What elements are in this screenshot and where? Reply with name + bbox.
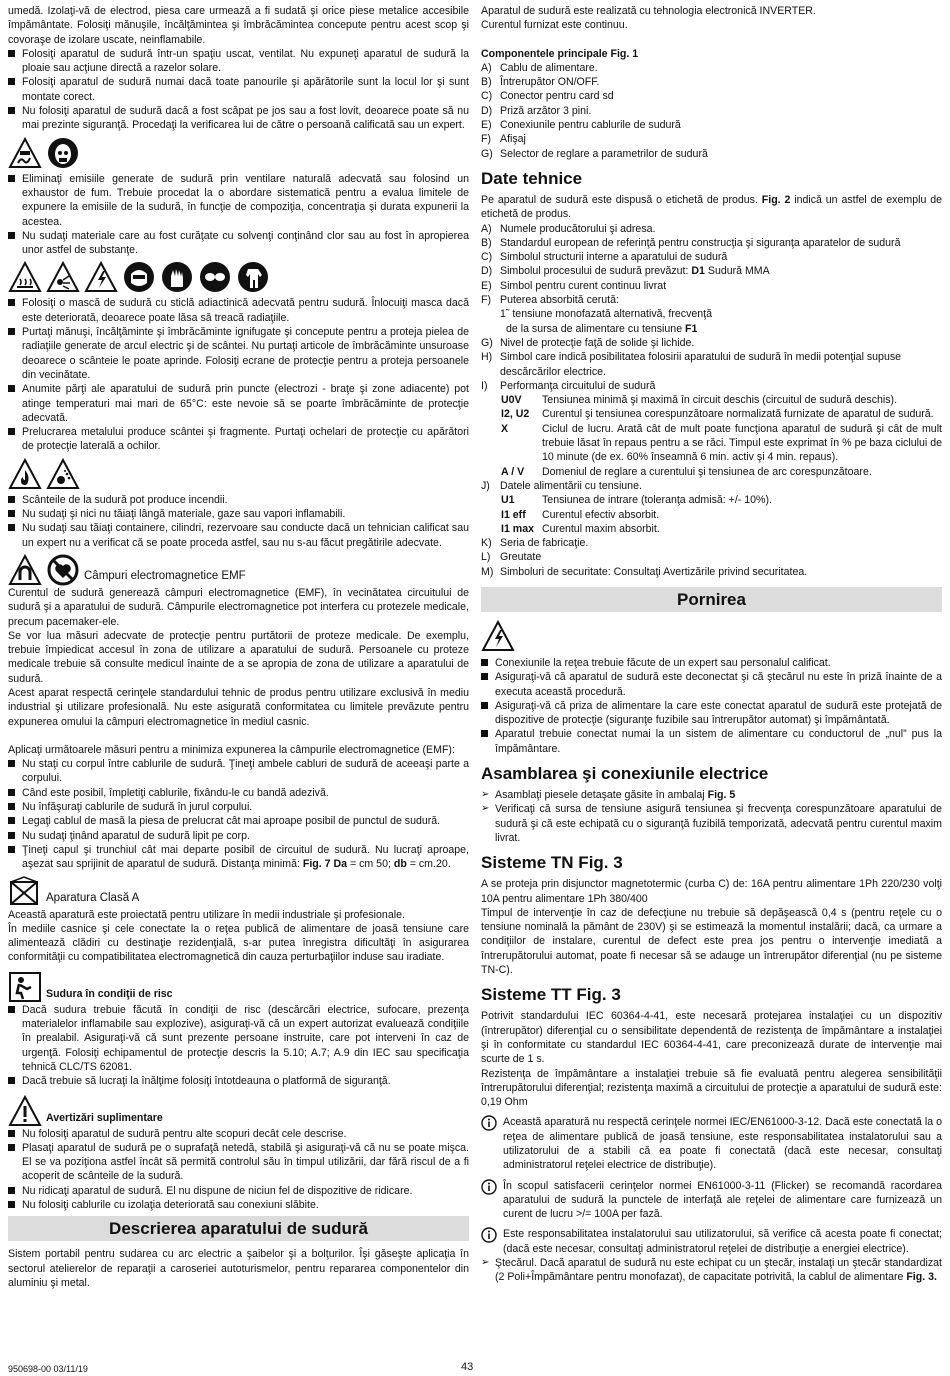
document-code: 950698-00 03/11/19 bbox=[8, 1364, 88, 1374]
components-title: Componentele principale Fig. 1 bbox=[481, 47, 639, 60]
list-item: Nu ridicaţi aparatul de sudură. El nu dispune de niciun fel de dispozitive de ridicare. bbox=[8, 1184, 469, 1198]
info-note: Această aparatură nu respectă cerinţele normei IEC/EN61000-3-12. Dacă este conectată la o reţea de alimentare publică de joasă tensiune, este responsabilitatea instalatorului sau a utilizatorului de a stabili că ea poate fi conectată (dacă este necesar, consultaţi administratorul reţelei electrice de distribuţie). bbox=[481, 1115, 942, 1172]
emf-title: Câmpuri electromagnetice EMF bbox=[84, 569, 246, 582]
list-item: Purtaţi mănuşi, încălţăminte şi îmbrăcăminte ignifugate şi concepute pentru a proteja pielea de radiaţiile generate de arcul electric şi de scântei. Nu purtaţi articole de îmbrăcăminte unsuroase deoarece o scânteie le poate aprinde. Folosiţi ecrane de protecţie pentru a proteja persoanele din vecinătate. bbox=[8, 325, 469, 382]
sub-item: I2, U2 Curentul şi tensiunea corespunzătoare normalizată furnizate de aparatul de sudură. bbox=[501, 408, 934, 421]
list-item: E) Simbol pentru curent continuu livrat bbox=[481, 279, 667, 292]
fire-warning-icon bbox=[8, 458, 42, 490]
list-item: L) Greutate bbox=[481, 551, 542, 564]
list-item: 1˜ tensiune monofazată alternativă, frecvenţă bbox=[500, 308, 712, 321]
fume-icons bbox=[8, 137, 469, 169]
explosion-warning-icon bbox=[46, 458, 80, 490]
list-item: ➢ Asamblaţi piesele detaşate găsite în ambalaj Fig. 5 bbox=[481, 788, 942, 802]
paragraph: Această aparatură este proiectată pentru utilizare în medii industriale şi profesionale. bbox=[8, 908, 405, 921]
list-item: Nu sudaţi ţinând aparatul de sudură lipit pe corp. bbox=[8, 829, 469, 843]
paragraph: Potrivit standardului IEC 60364-4-41, este necesară protejarea instalaţiei cu un dispozitiv (întrerupător) diferenţial cu o sensibilitate dependentă de rezistenţa de împământare a instalaţiei şi în conformitate cu standardul IEC 60364-4-41, care preconizează durate de intervenţie mai scurte de 1 s. bbox=[481, 1010, 942, 1066]
list-item: Asiguraţi-vă că priza de alimentare la care este conectat aparatul de sudură este protejată de dispozitive de protecţie (siguranţe fuzibile sau întrerupător automat) şi împământată. bbox=[481, 699, 942, 728]
list-item: ➢ Ştecărul. Dacă aparatul de sudură nu este echipat cu un ştecăr, instalaţi un ştecăr standardizat (2 Poli+Împământare pentru monofazat), de capacitate potrivită, la cablul de alimentare Fig. 3. bbox=[481, 1256, 942, 1285]
info-note: Este responsabilitatea instalatorului sau utilizatorului, să verifice că acesta poate fi conectat; (dacă este necesar, consultaţi administratorul reţelei de distribuţie a energiei electrice). bbox=[481, 1227, 942, 1256]
paragraph: Aplicaţi următoarele măsuri pentru a minimiza expunerea la câmpurile electromagnetice (EMF): bbox=[8, 743, 455, 756]
paragraph: Acest aparat respectă cerinţele standardului tehnic de produs pentru utilizare exclusivă în mediu industrial şi utilizare profesională. Nu este asigurată conformitatea cu limitele prevăzute pentru expunerea omului la câmpuri electromagnetice în mediul casnic. bbox=[8, 686, 469, 728]
continued-paragraph: umedă. Izolaţi-vă de electrod, piesa care urmează a fi sudată şi orice piese metalice accesibile împământate. Folosiţi mănuşile, încălţămintea şi îmbrăcămintea concepute pentru acest scop şi covoraşe de izolare uscate, neinflamabile. bbox=[8, 5, 469, 46]
list-item: F) Puterea absorbită cerută: bbox=[481, 294, 619, 307]
list-item: Dacă sudura trebuie făcută în condiţii de risc (descărcări electrice, sufocare, prezenţa materialelor inflamabile sau explozive), asiguraţi-vă că un expert autorizat evaluează condiţiile în prealabil. Asiguraţi-vă că sunt prezente persoane instruite, care pot interveni în caz de urgenţă. Folosiţi echipamentul de protecţie descris la 5.10; A.7; A.9 din IEC sau specificaţia tehnică CLC/TS 62081. bbox=[8, 1003, 469, 1074]
components-list bbox=[481, 61, 942, 161]
list-item: Folosiţi o mască de sudură cu sticlă adiactinică adecvată pentru sudură. Înlocuiţi masca dacă este deteriorată, deoarece poate lăsa să treacă radiaţiile. bbox=[8, 296, 469, 325]
list-item: B) Standardul european de referinţă pentru construcţia şi siguranţa aparatelor de sudură bbox=[481, 236, 901, 249]
hot-surface-warning-icon bbox=[8, 261, 42, 293]
paragraph: Pe aparatul de sudură este dispusă o etichetă de produs. Fig. 2 indică un astfel de exemplu de etichetă de produs. bbox=[481, 193, 942, 221]
list-item: Plasaţi aparatul de sudură pe o suprafaţă netedă, stabilă şi asiguraţi-vă că nu se poate mişca. El se va poziţiona astfel încât să permită controlul său în timpul utilizării, dar fără riscul de a fi acoperit de scânteile de la sudură. bbox=[8, 1141, 469, 1184]
info-icon bbox=[481, 1115, 497, 1131]
risk-title: Sudura în condiţii de risc bbox=[46, 987, 173, 1000]
paragraph: Sistem portabil pentru sudarea cu arc electric a şaibelor şi a bolţurilor. Îşi găseşte aplicaţia în sectorul atelierelor de reparaţii a caroseriei autoturismelor, pentru repararea componentelor din aluminiu şi metal. bbox=[8, 1248, 469, 1289]
list-item: Nu staţi cu corpul între cablurile de sudură. Ţineţi ambele cabluri de sudură de aceeaşi parte a corpului. bbox=[8, 757, 469, 786]
label-fields-list bbox=[481, 222, 942, 394]
electric-shock-warning-icon bbox=[84, 261, 118, 293]
description-section-title: Descrierea aparatului de sudură bbox=[8, 1216, 469, 1241]
assembly-list bbox=[481, 788, 942, 845]
list-item: ➢ Verificaţi că sursa de tensiune asigură tensiunea şi frecvenţa corespunzătoare aparatului de sudură şi că este echipată cu o siguranţă fuzibilă temporizată, adecvată pentru curentul maxim livrat. bbox=[481, 802, 942, 845]
ppe-icons bbox=[8, 261, 469, 293]
list-item: Asiguraţi-vă că aparatul de sudură este deconectat şi că ştecărul nu este în priză înainte de a executa această procedură. bbox=[481, 670, 942, 699]
paragraph: Curentul de sudură generează câmpuri electromagnetice (EMF), în vecinătatea circuitului de sudură şi a aparatului de sudură. Câmpurile electromagnetice pot interfera cu protezele medicale, precum pacemaker-ele. bbox=[8, 586, 469, 628]
list-item: Folosiţi aparatul de sudură numai dacă toate panourile şi apărătorile sunt la locul lor şi sunt montate corect. bbox=[8, 75, 469, 104]
general-warning-icon bbox=[8, 1095, 42, 1127]
safety-goggles-icon bbox=[198, 261, 232, 293]
list-item: Nu sudaţi şi nici nu tăiaţi lângă materiale, gaze sau vapori inflamabili. bbox=[8, 507, 469, 521]
safety-list-4 bbox=[8, 493, 469, 550]
list-item: K) Seria de fabricaţie. bbox=[481, 537, 589, 550]
list-item: Când este posibil, împletiţi cablurile, fixându-le cu bandă adezivă. bbox=[8, 786, 469, 800]
list-item: B) Întrerupător ON/OFF. bbox=[481, 76, 600, 89]
paragraph: În mediile casnice şi cele conectate la o reţea publică de alimentare de joasă tensiune care alimentează clădiri cu destinaţie rezidenţială, s-ar putea înregistra dificultăţi în asigurarea conformităţii cu compatibilitatea electromagnetică din cauza perturbaţiilor induse sau iradiate. bbox=[8, 922, 469, 964]
safety-list-2 bbox=[8, 172, 469, 258]
list-item: Eliminaţi emisiile generate de sudură prin ventilare naturală adecvată sau folosind un exhaustor de fum. Trebuie procedat la o abordare sistematică pentru a evalua limitele de expunere la emisiile de la sudură, în funcţie de compoziţia, concentraţia şi durata expunerii la acestea. bbox=[8, 172, 469, 229]
safety-list-3 bbox=[8, 296, 469, 453]
info-note: În scopul satisfacerii cerinţelor normei EN61000-3-11 (Flicker) se recomandă racordarea aparatului de sudură la punctele de interfaţă ale reţelei de alimentare care furnizează un curent de lucru >/= 100A per fază. bbox=[481, 1179, 942, 1222]
list-item: Nu folosiţi aparatul de sudură pentru alte scopuri decât cele descrise. bbox=[8, 1127, 469, 1141]
list-item: H) Simbol care indică posibilitatea folosirii aparatului de sudură în medii potenţial supuse descărcărilor electrice. bbox=[481, 351, 902, 378]
list-item: Nu folosiţi cablurile cu izolaţia deteriorată sau conexiuni slăbite. bbox=[8, 1198, 469, 1212]
list-item: Anumite părţi ale aparatului de sudură prin puncte (electrozi - braţe şi zone adiacente) pot atinge temperaturi mai mari de 65°C: este nevoie să se poarte îmbrăcăminte de protecţie adecvată. bbox=[8, 382, 469, 425]
class-a-box-icon bbox=[8, 876, 42, 908]
paragraph: Aparatul de sudură este realizată cu tehnologia electronică INVERTER. bbox=[481, 5, 816, 17]
respirator-mask-icon bbox=[46, 137, 80, 169]
sub-item: I1 max Curentul maxim absorbit. bbox=[501, 522, 660, 535]
plug-list bbox=[481, 1256, 942, 1285]
protective-clothing-icon bbox=[236, 261, 270, 293]
sub-item: X Ciclul de lucru. Arată cât de mult poate funcţiona aparatul de sudură şi cât de mult trebuie lăsat în repaus pentru a se răci. Timpul este exprimat în % pe baza ciclului de 10 minute (de ex. 60% înseamnă 6 min. activ şi 4 min. repaus). bbox=[501, 422, 942, 464]
class-a-title: Aparatura Clasă A bbox=[46, 892, 140, 905]
list-item: G) Selector de reglare a parametrilor de sudură bbox=[481, 147, 708, 160]
paragraph: Curentul furnizat este continuu. bbox=[481, 19, 628, 32]
sub-item: U1 Tensiunea de intrare (toleranţa admisă: +/- 10%). bbox=[501, 494, 772, 507]
info-icon bbox=[481, 1227, 497, 1243]
confined-space-icon bbox=[8, 971, 42, 1003]
sub-item: I1 eff Curentul efectiv absorbit. bbox=[501, 508, 660, 521]
list-item: Nu sudaţi sau tăiaţi containere, cilindri, rezervoare sau conducte dacă un tehnician calificat sau un expert nu a verificat că se poate proceda astfel, sau nu s-au făcut pregătirile adecvate. bbox=[8, 521, 469, 550]
list-item: E) Conexiunile pentru cablurile de sudură bbox=[481, 119, 681, 132]
right-column bbox=[481, 4, 942, 1285]
magnetic-field-warning-icon bbox=[8, 554, 42, 586]
list-item: D) Priză arzător 3 pini. bbox=[481, 104, 592, 117]
label-fields-list-j bbox=[481, 479, 942, 493]
risk-list bbox=[8, 1003, 469, 1089]
radiation-warning-icon bbox=[46, 261, 80, 293]
pornirea-list bbox=[481, 656, 942, 756]
list-item: D) Simbolul procesului de sudură prevăzut: D1 Sudură MMA bbox=[481, 265, 770, 278]
pornirea-section-title: Pornirea bbox=[481, 587, 942, 612]
tn-title: Sisteme TN Fig. 3 bbox=[481, 853, 623, 873]
paragraph: Timpul de intervenţie în caz de defecţiune nu trebuie să depăşească 0,4 s (pentru reţele cu o tensiune nominală la pământ de 230V) şi se estimează la momentul instalării; dacă, ca urmare a condiţiilor de instalare, curentul de defect este prea jos pentru o intervenţie imediată a întrerupătorului automat, poate fi necesar să se adauge un întrerupător diferenţial (nu pe sisteme TN-C). bbox=[481, 906, 942, 977]
sub-item: U0V Tensiunea minimă şi maximă în circuit deschis (circuitul de sudură deschis). bbox=[501, 394, 898, 407]
list-item: Scânteile de la sudură pot produce incendii. bbox=[8, 493, 469, 507]
welding-mask-icon bbox=[122, 261, 156, 293]
pornirea-icons bbox=[481, 620, 942, 652]
page-number: 43 bbox=[461, 1361, 474, 1373]
class-a-heading bbox=[8, 876, 469, 908]
list-item: Aparatul trebuie conectat numai la un sistem de alimentare cu conductorul de „nul” pus la împământare. bbox=[481, 727, 942, 756]
paragraph: A se proteja prin disjunctor magnetotermic (curba C) de: 16A pentru alimentare 1Ph 220/230 volţi 10A pentru alimentare 1Ph 380/400 bbox=[481, 878, 942, 905]
left-column bbox=[8, 4, 469, 1290]
list-item: F) Afişaj bbox=[481, 133, 526, 146]
sub-item: A / V Domeniul de reglare a curentului şi tensiunea de arc corespunzătoare. bbox=[501, 465, 872, 478]
list-item: Nu folosiţi aparatul de sudură dacă a fost scăpat pe jos sau a fost lovit, deoarece poate să nu mai prezinte siguranţă. Procedaţi la verificarea lui de către o persoană calificată sau un expert. bbox=[8, 104, 469, 133]
list-item: Ţineţi capul şi trunchiul cât mai departe posibil de circuitul de sudură. Nu lucraţi aproape, aşezat sau sprijinit de aparatul de sudură. Distanţa minimă: Fig. 7 Da = cm 50; db = cm.20. bbox=[8, 843, 469, 872]
list-item: A) Cablu de alimentare. bbox=[481, 61, 598, 74]
list-item: Nu înfăşuraţi cablurile de sudură în jurul corpului. bbox=[8, 800, 469, 814]
list-item: Legaţi cablul de masă la piesa de prelucrat cât mai aproape posibil de punctul de sudură. bbox=[8, 814, 469, 828]
safety-list-1 bbox=[8, 47, 469, 133]
list-item: Prelucrarea metalului produce scântei şi fragmente. Purtaţi ochelari de protecţie cu apărători de protecţie laterală a ochilor. bbox=[8, 425, 469, 454]
list-item: G) Nivel de protecţie faţă de solide şi lichide. bbox=[481, 336, 695, 349]
info-icon bbox=[481, 1179, 497, 1195]
list-item: de la sursa de alimentare cu tensiune F1 bbox=[506, 322, 698, 335]
list-item: J) Datele alimentării cu tensiune. bbox=[481, 479, 642, 492]
list-item: I) Performanţa circuitului de sudură bbox=[481, 379, 656, 392]
fire-icons bbox=[8, 458, 469, 490]
list-item: Nu sudaţi materiale care au fost curăţate cu solvenţi conţinând clor sau au fost în apropierea unor astfel de substanţe. bbox=[8, 229, 469, 258]
list-item: Folosiţi aparatul de sudură într-un spaţiu uscat, ventilat. Nu expuneţi aparatul de sudură la ploaie sau acţiune directă a razelor solare. bbox=[8, 47, 469, 76]
assembly-title: Asamblarea şi conexiunile electrice bbox=[481, 764, 769, 784]
extra-warnings-list bbox=[8, 1127, 469, 1213]
high-voltage-warning-icon bbox=[481, 620, 515, 652]
paragraph: Se vor lua măsuri adecvate de protecţie pentru purtătorii de proteze medicale. De exemplu, trebuie împiedicat accesul în zona de utilizare a aparatului de sudură. Persoanele cu proteze medicale trebuie să consulte medicul înainte de a se apropia de zona de utilizare a aparatului de sudură. bbox=[8, 629, 469, 685]
list-item: M) Simboluri de securitate: Consultaţi Avertizările privind securitatea. bbox=[481, 565, 808, 578]
list-item: C) Conector pentru card sd bbox=[481, 90, 614, 103]
list-item: A) Numele producătorului şi adresa. bbox=[481, 222, 656, 235]
paragraph: Rezistenţa de împământare a instalaţiei trebuie să fie evaluată pentru alegerea sensibilităţii întrerupătorului diferenţial; rezistenţa maximă a circuitului de protecţie a aparatului de sudură este: 0,19 Ohm bbox=[481, 1067, 942, 1109]
emf-list bbox=[8, 757, 469, 871]
tech-data-title: Date tehnice bbox=[481, 168, 583, 188]
extra-warnings-title: Avertizări suplimentare bbox=[46, 1112, 163, 1125]
list-item: Dacă trebuie să lucraţi la înălţime folosiţi întotdeauna o platformă de siguranţă. bbox=[8, 1074, 469, 1088]
risk-heading bbox=[8, 971, 469, 1003]
extra-warnings-heading bbox=[8, 1095, 469, 1127]
tt-title: Sisteme TT Fig. 3 bbox=[481, 985, 621, 1005]
no-pacemaker-icon bbox=[46, 554, 80, 586]
list-item: C) Simbolul structurii interne a aparatului de sudură bbox=[481, 251, 728, 264]
gloves-icon bbox=[160, 261, 194, 293]
label-fields-list-k bbox=[481, 536, 942, 579]
emf-heading bbox=[8, 554, 469, 586]
list-item: Conexiunile la reţea trebuie făcute de un expert sau personalul calificat. bbox=[481, 656, 942, 670]
fume-warning-icon bbox=[8, 137, 42, 169]
